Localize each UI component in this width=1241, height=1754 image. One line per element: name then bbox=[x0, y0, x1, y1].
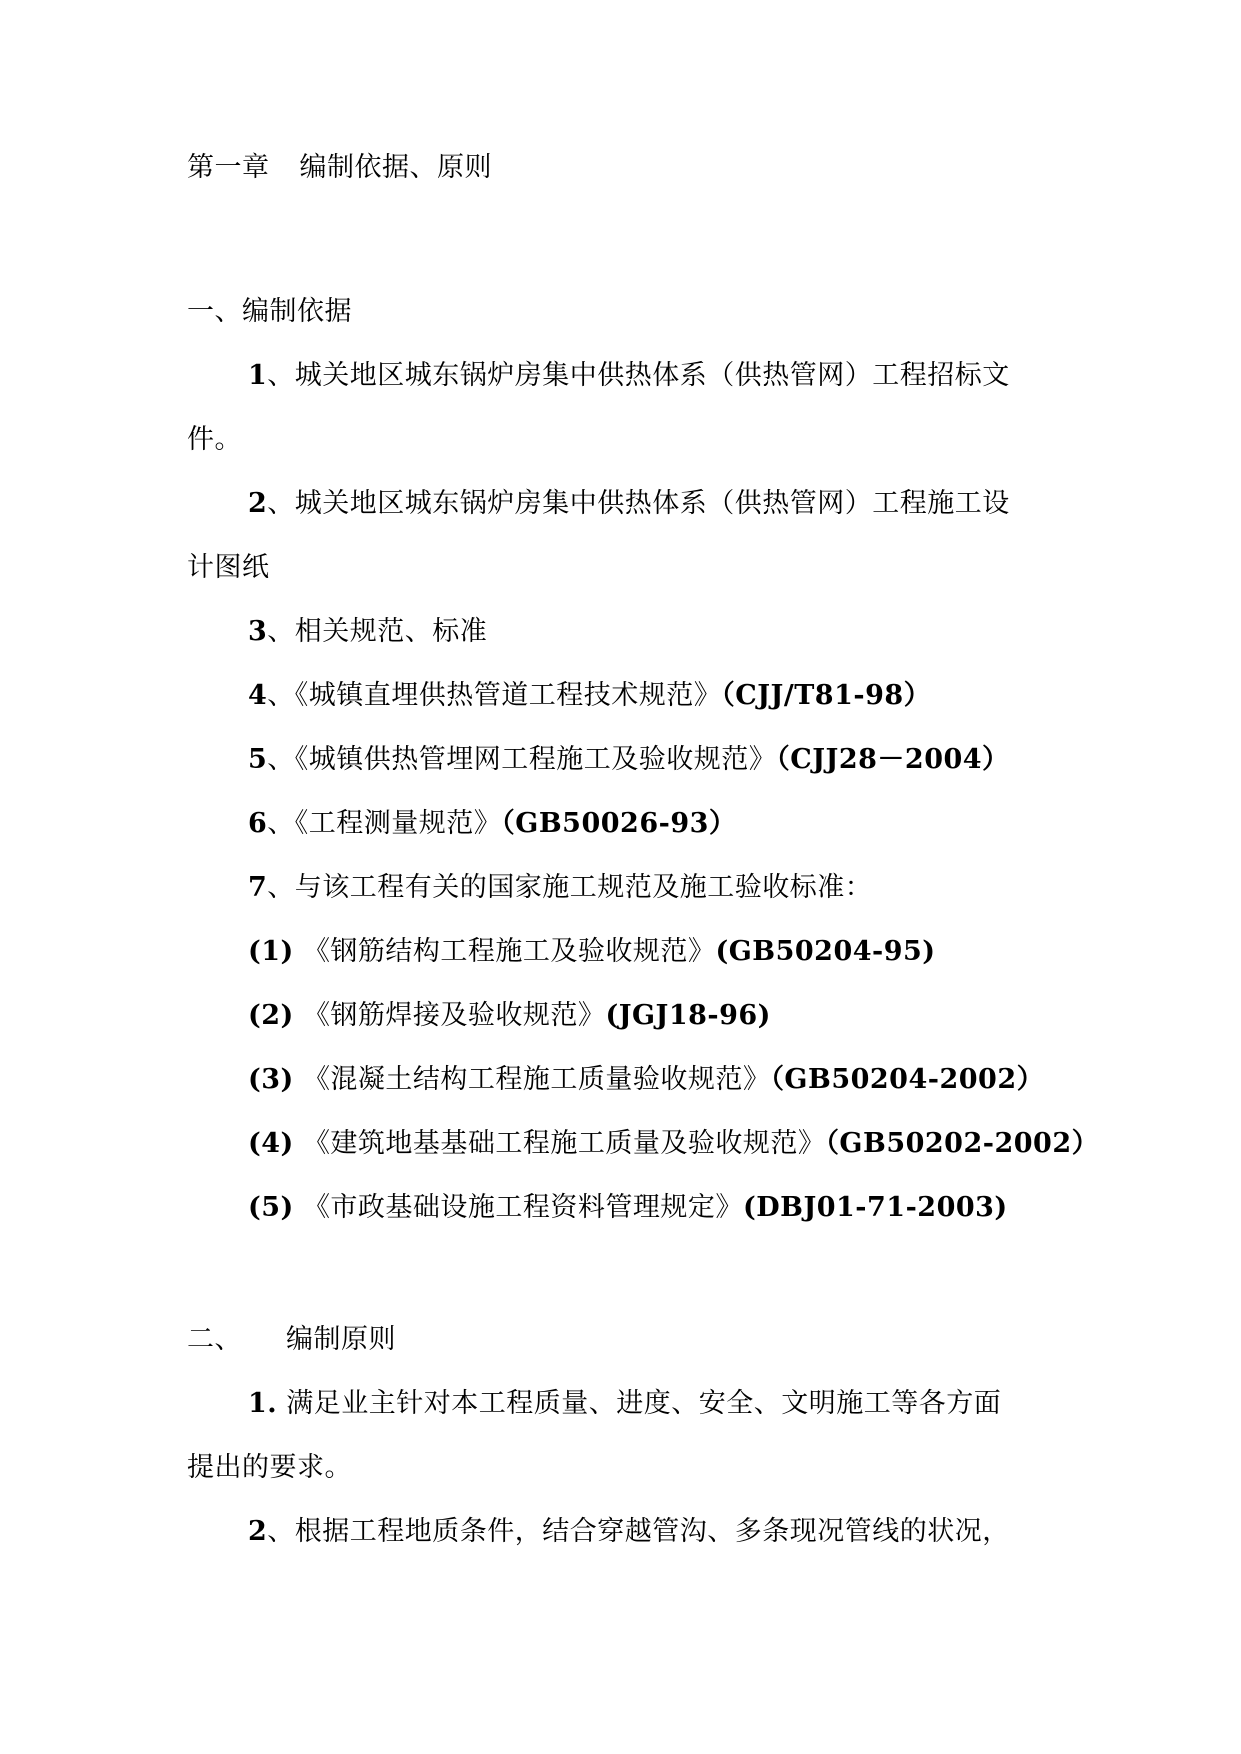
item-7: 7、与该工程有关的国家施工规范及施工验收标准： bbox=[248, 872, 873, 903]
item-3: 3、相关规范、标准 bbox=[248, 616, 488, 647]
standard-4: (4) 《建筑地基基础工程施工质量及验收规范》（GB50202-2002） bbox=[248, 1128, 1100, 1159]
principle-1-line2: 提出的要求。 bbox=[187, 1452, 352, 1483]
item-1-line1: 1、城关地区城东锅炉房集中供热体系（供热管网）工程招标文 bbox=[248, 360, 1010, 391]
standard-5: (5) 《市政基础设施工程资料管理规定》(DBJ01-71-2003) bbox=[248, 1192, 1008, 1223]
item-1-line2: 件。 bbox=[187, 424, 242, 455]
item-2-line2: 计图纸 bbox=[187, 552, 270, 583]
chapter-title bbox=[187, 150, 492, 186]
principle-2-line1: 2、根据工程地质条件，结合穿越管沟、多条现况管线的状况， bbox=[248, 1516, 1010, 1547]
item-6: 6、《工程测量规范》（GB50026-93） bbox=[248, 808, 737, 839]
chapter-name: 编制依据、原则 bbox=[299, 152, 492, 183]
standard-2: (2) 《钢筋焊接及验收规范》(JGJ18-96) bbox=[248, 1000, 771, 1031]
principle-1-line1: 1. 满足业主针对本工程质量、进度、安全、文明施工等各方面 bbox=[248, 1388, 1002, 1419]
item-5: 5、《城镇供热管埋网工程施工及验收规范》（CJJ28－2004） bbox=[248, 744, 1010, 775]
section2-heading: 二、 编制原则 bbox=[187, 1324, 396, 1355]
standard-1: (1) 《钢筋结构工程施工及验收规范》(GB50204-95) bbox=[248, 936, 936, 967]
section1-heading: 一、编制依据 bbox=[187, 296, 352, 327]
item-2-line1: 2、城关地区城东锅炉房集中供热体系（供热管网）工程施工设 bbox=[248, 488, 1010, 519]
item-4: 4、《城镇直埋供热管道工程技术规范》（CJJ/T81-98） bbox=[248, 680, 932, 711]
standard-3: (3) 《混凝土结构工程施工质量验收规范》（GB50204-2002） bbox=[248, 1064, 1045, 1095]
chapter-label: 第一章 bbox=[187, 152, 270, 183]
